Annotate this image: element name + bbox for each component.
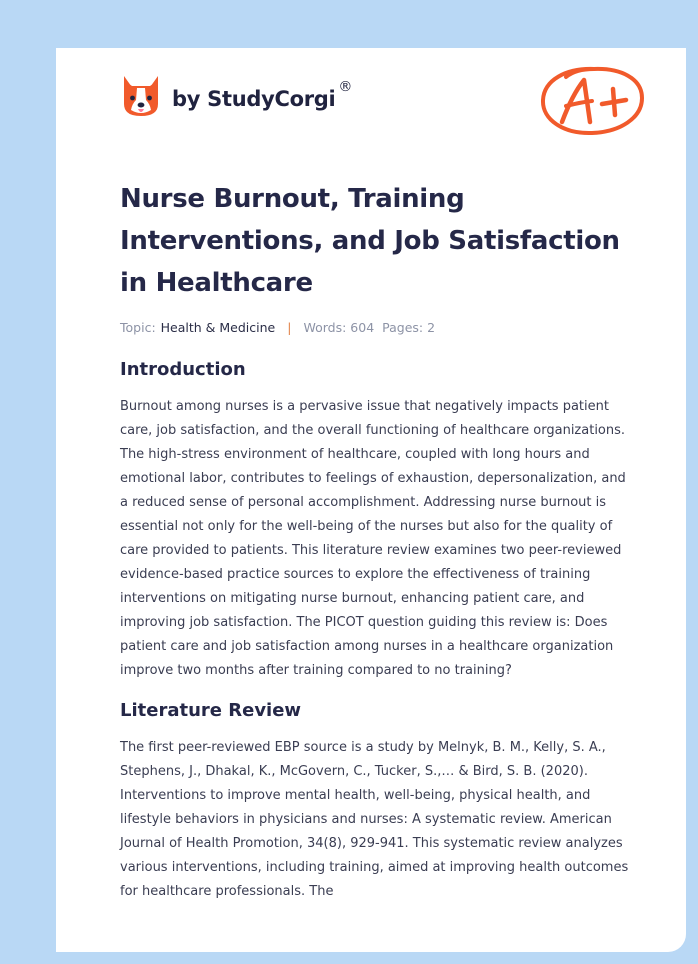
registered-mark: ®: [338, 79, 353, 95]
studycorgi-logo[interactable]: [120, 74, 352, 120]
page-header: [56, 48, 686, 168]
a-plus-badge-icon: [536, 60, 648, 140]
meta-separator: |: [287, 320, 292, 335]
topic-label: Topic:: [120, 320, 156, 335]
section-body-introduction: Burnout among nurses is a pervasive issue that negatively impacts patient care, job satisfaction, and the overall functioning of healthcare organizations. The high-stress environment of healthcare, coupled with long hours and emotional labor, contributes to feelings of exhaustion, depersonalization, and a reduced sense of personal accomplishment. Addressing nurse burnout is essential not only for the well-being of the nurses but also for the quality of care provided to patients. This literature review examines two peer-reviewed evidence-based practice sources to explore the effectiveness of training interventions on mitigating nurse burnout, enhancing patient care, and improving job satisfaction. The PICOT question guiding this review is: Does patient care and job satisfaction among nurses in a healthcare organization improve two months after training compared to no training?: [120, 399, 626, 678]
page-count: Pages: 2: [382, 320, 436, 335]
word-count: Words: 604: [303, 320, 375, 335]
document-content: [120, 178, 632, 904]
corgi-logo-icon: [120, 74, 162, 120]
section-heading-introduction: Introduction: [120, 359, 246, 380]
document-title: Nurse Burnout, Training Interventions, and Job Satisfaction in Healthcare: [120, 184, 620, 298]
document-page: [56, 48, 686, 952]
section-body-literature-review: The first peer-reviewed EBP source is a study by Melnyk, B. M., Kelly, S. A., Stephens, J., Dhakal, K., McGovern, C., Tucker, S.,… & Bird, S. B. (2020). Interventions to improve mental health, well-being, physical health, and lifestyle behaviors in physicians and nurses: A systematic review. American Journal of Health Promotion, 34(8), 929-941. This systematic review analyzes various interventions, including training, aimed at improving health outcomes for healthcare professionals. The: [120, 740, 629, 899]
section-heading-literature-review: Literature Review: [120, 700, 302, 721]
document-meta: [120, 320, 632, 335]
topic-link[interactable]: Health & Medicine: [160, 320, 276, 335]
brand-name: by StudyCorgi: [172, 87, 336, 111]
